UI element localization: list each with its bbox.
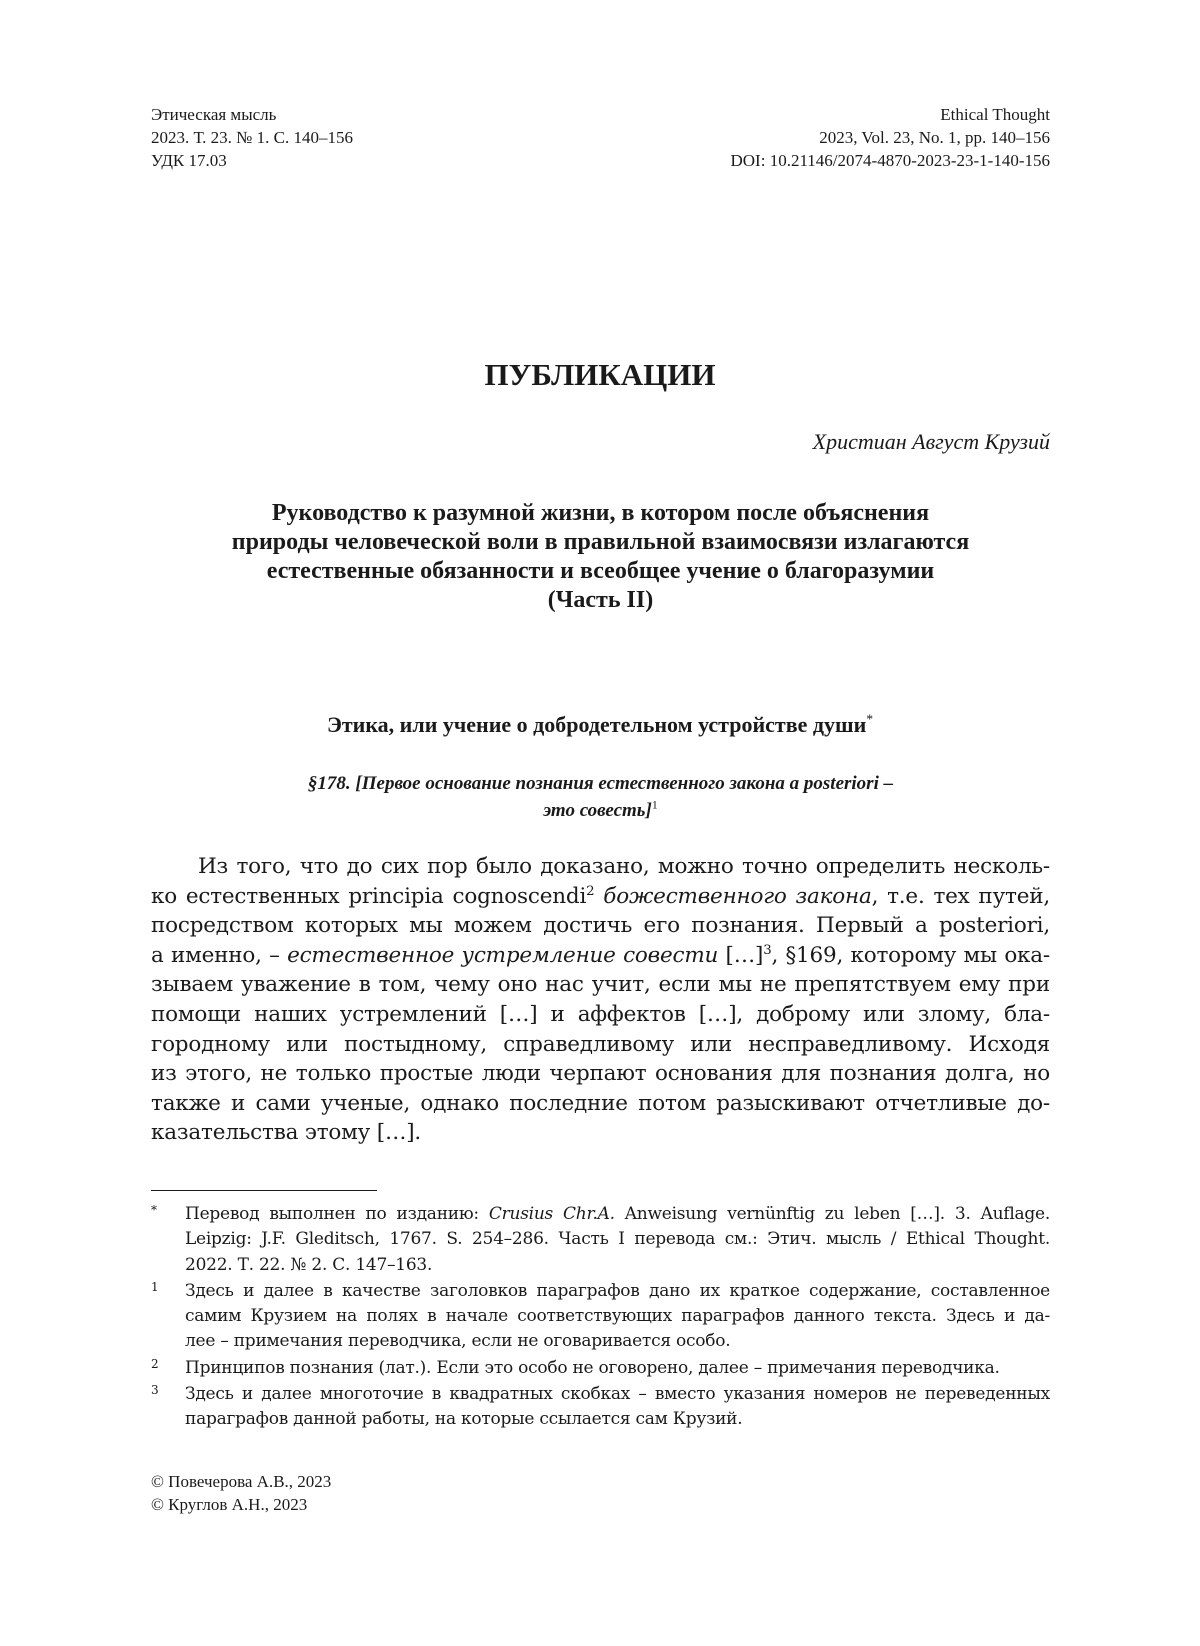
author-name: Христиан Август Крузий	[812, 429, 1050, 454]
footnote-line: Здесь и далее многоточие в квадратных скобках – вместо указания номеров не переведенных	[185, 1384, 1050, 1405]
body-paragraph	[151, 852, 1050, 1148]
footnote-2	[151, 1356, 1050, 1381]
footnote-line: параграфов данной работы, на которые ссылается сам Крузий.	[185, 1409, 743, 1430]
paragraph-title	[151, 770, 1050, 824]
paragraph-title-line	[151, 797, 1050, 824]
body-line: казательства этому […].	[151, 1120, 422, 1146]
copyright-block	[151, 1470, 331, 1516]
work-title	[151, 499, 1050, 615]
journal-name-ru: Этическая мысль	[151, 105, 277, 124]
footnote-line: Перевод выполнен по изданию: Crusius Chr.A. Anweisung vernünftig zu leben […]. 3. Auflage.	[185, 1204, 1051, 1224]
footnote-ref-1[interactable]: 1	[651, 798, 658, 812]
emphasis-text: божественного закона	[603, 883, 872, 909]
footnote-line: самим Крузием на полях в начале соответствующих параграфов данного текста. Здесь и да-	[185, 1306, 1050, 1327]
body-line: также и сами ученые, однако последние потом разыскивают отчетливые до-	[151, 1090, 1050, 1116]
body-line: Из того, что до сих пор было доказано, можно точно определить несколь-	[198, 854, 1050, 879]
section-title: ПУБЛИКАЦИИ	[484, 357, 716, 392]
header-right	[731, 103, 1051, 172]
body-line: а именно, – естественное устремление совести […]$^3$, §169, которому мы ока-	[151, 942, 1050, 968]
footnote-line: Здесь и далее в качестве заголовков параграфов дано их краткое содержание, составленное	[185, 1280, 1050, 1301]
doi: DOI: 10.21146/2074-4870-2023-23-1-140-156	[730, 151, 1050, 170]
udc-code: УДК 17.03	[151, 151, 227, 170]
footnote-mark: 3	[151, 1383, 159, 1398]
footnote-line: лее – примечания переводчика, если не оговаривается особо.	[185, 1331, 731, 1352]
footnote-line: 2022. Т. 22. № 2. С. 147–163.	[185, 1254, 433, 1275]
footnote-mark: 2	[151, 1356, 159, 1371]
journal-name-en: Ethical Thought	[940, 105, 1050, 124]
chapter-title-text: Этика, или учение о добродетельном устройстве души	[326, 712, 867, 737]
body-line: городному или постыдному, справедливому или несправедливому. Исходя	[151, 1031, 1050, 1057]
footnote-line: Принципов познания (лат.). Если это особо не оговорено, далее – примечания переводчика.	[185, 1357, 1000, 1378]
footnote-1	[151, 1279, 1050, 1355]
paragraph-title-line: §178. [Первое основание познания естественного закона a posteriori –	[307, 773, 894, 794]
issue-info-ru: 2023. Т. 23. № 1. С. 140–156	[151, 128, 353, 147]
body-line: из этого, не только простые люди черпают основания для познания долга, но	[151, 1061, 1050, 1087]
chapter-title	[0, 711, 1200, 738]
work-title-line: естественные обязанности и всеобщее учение о благоразумии	[266, 558, 935, 584]
body-line: зываем уважение в том, чему оно нас учит, если мы не препятствуем ему при	[151, 972, 1050, 998]
footnote-mark: 1	[151, 1279, 159, 1294]
footnotes	[151, 1202, 1050, 1434]
footnote-line: Leipzig: J.F. Gleditsch, 1767. S. 254–286. Часть I перевода см.: Этич. мысль / Ethical Thought.	[185, 1229, 1050, 1250]
footnote-ref-2[interactable]: 2	[586, 883, 595, 899]
emphasis-text: естественное устремление совести	[287, 942, 719, 968]
cited-author: Crusius Chr.A.	[488, 1204, 615, 1224]
footnote-ref-3[interactable]: 3	[763, 942, 772, 958]
body-line: посредством которых мы можем достичь его познания. Первый a posteriori,	[151, 913, 1050, 939]
body-line: помощи наших устремлений […] и аффектов […], доброму или злому, бла-	[151, 1001, 1050, 1027]
footnote-ref-star[interactable]: *	[866, 711, 874, 727]
issue-info-en: 2023, Vol. 23, No. 1, pp. 140–156	[819, 128, 1050, 147]
work-title-line: природы человеческой воли в правильной взаимосвязи излагаются	[231, 529, 970, 555]
work-title-line: (Часть II)	[547, 587, 654, 613]
footnote-divider	[151, 1190, 377, 1191]
copyright-line: © Круглов А.Н., 2023	[151, 1495, 308, 1514]
footnote-star	[151, 1202, 1050, 1278]
header-left	[151, 103, 353, 172]
work-title-line: Руководство к разумной жизни, в котором после объяснения	[271, 500, 930, 526]
footnote-mark: *	[151, 1203, 157, 1217]
paragraph-title-text: это совесть]	[543, 800, 652, 821]
footnote-3	[151, 1382, 1050, 1433]
copyright-line: © Повечерова А.В., 2023	[151, 1472, 332, 1491]
body-line: ко естественных principia cognoscendi$^2$ божественного закона, т.е. тех путей,	[151, 883, 1050, 909]
